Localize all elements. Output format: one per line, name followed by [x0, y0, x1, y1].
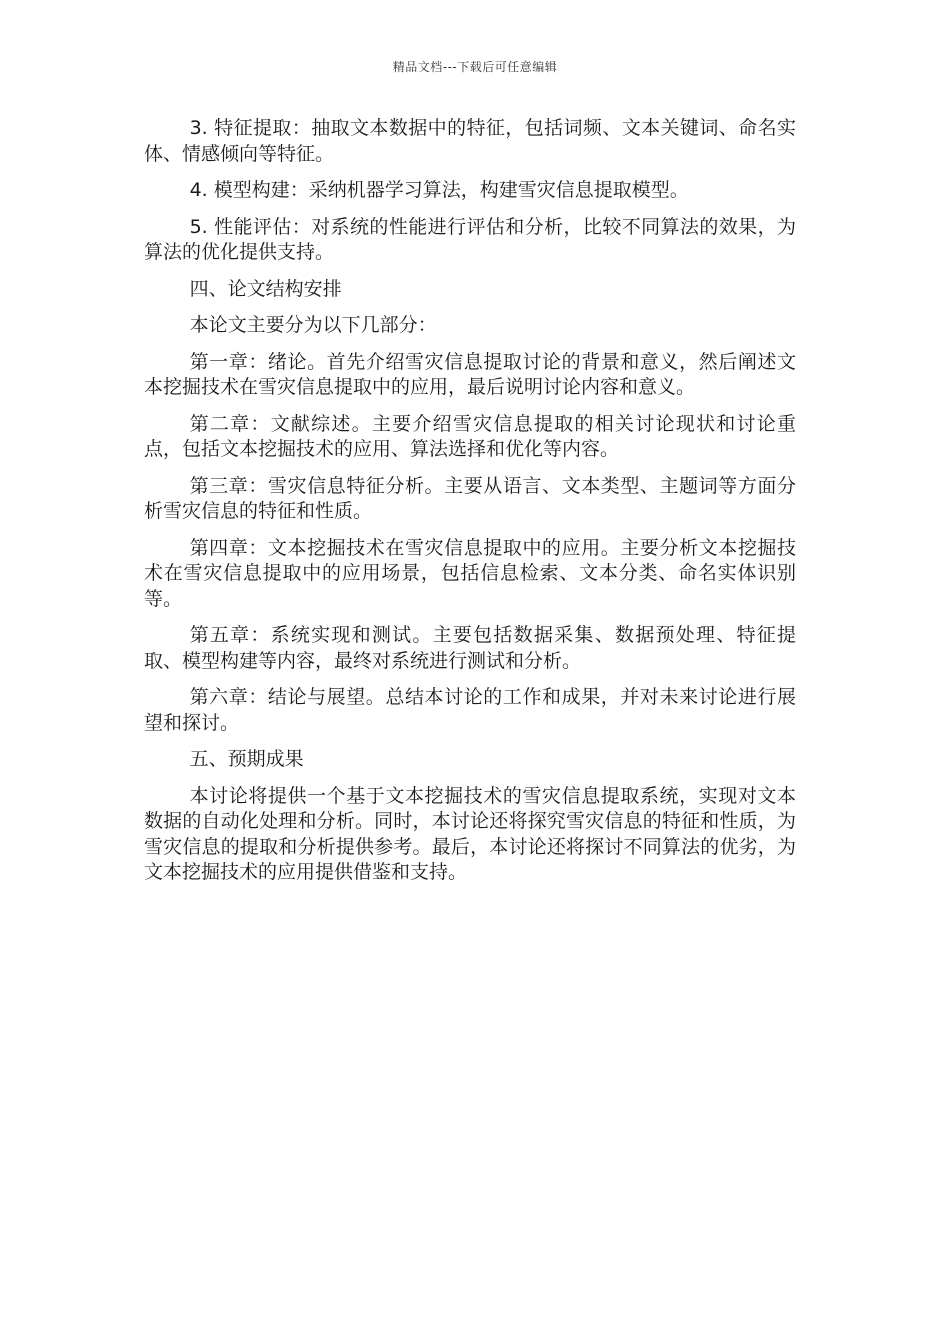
paragraph-chapter-1: 第一章：绪论。首先介绍雪灾信息提取讨论的背景和意义，然后阐述文本挖掘技术在雪灾信息提取中的应用，最后说明讨论内容和意义。 [144, 350, 796, 398]
paragraph-expected-results: 本讨论将提供一个基于文本挖掘技术的雪灾信息提取系统，实现对文本数据的自动化处理和分析。同时，本讨论还将探究雪灾信息的特征和性质，为雪灾信息的提取和分析提供参考。最后，本讨论还将探讨不同算法的优劣，为文本挖掘技术的应用提供借鉴和支持。 [144, 784, 796, 883]
paragraph-chapter-6: 第六章：结论与展望。总结本讨论的工作和成果，并对未来讨论进行展望和探讨。 [144, 686, 796, 734]
paragraph-chapter-4: 第四章：文本挖掘技术在雪灾信息提取中的应用。主要分析文本挖掘技术在雪灾信息提取中的应用场景，包括信息检索、文本分类、命名实体识别等。 [144, 536, 796, 610]
paragraph-structure-intro: 本论文主要分为以下几部分： [189, 314, 437, 336]
paragraph-chapter-3: 第三章：雪灾信息特征分析。主要从语言、文本类型、主题词等方面分析雪灾信息的特征和性质。 [144, 474, 796, 522]
paragraph-performance-eval: 5. 性能评估：对系统的性能进行评估和分析，比较不同算法的效果，为算法的优化提供支持。 [144, 215, 796, 263]
section-heading-structure: 四、论文结构安排 [189, 277, 342, 300]
paragraph-feature-extraction: 3. 特征提取：抽取文本数据中的特征，包括词频、文本关键词、命名实体、情感倾向等特征。 [144, 117, 796, 165]
paragraph-model-building: 4. 模型构建：采纳机器学习算法，构建雪灾信息提取模型。 [189, 179, 689, 201]
section-heading-expected-results: 五、预期成果 [189, 748, 304, 770]
paragraph-chapter-5: 第五章：系统实现和测试。主要包括数据采集、数据预处理、特征提取、模型构建等内容，最终对系统进行测试和分析。 [144, 624, 796, 672]
paragraph-chapter-2: 第二章：文献综述。主要介绍雪灾信息提取的相关讨论现状和讨论重点，包括文本挖掘技术的应用、算法选择和优化等内容。 [144, 412, 796, 460]
page-header: 精品文档---下载后可任意编辑 [392, 60, 558, 74]
document-body [144, 116, 796, 897]
